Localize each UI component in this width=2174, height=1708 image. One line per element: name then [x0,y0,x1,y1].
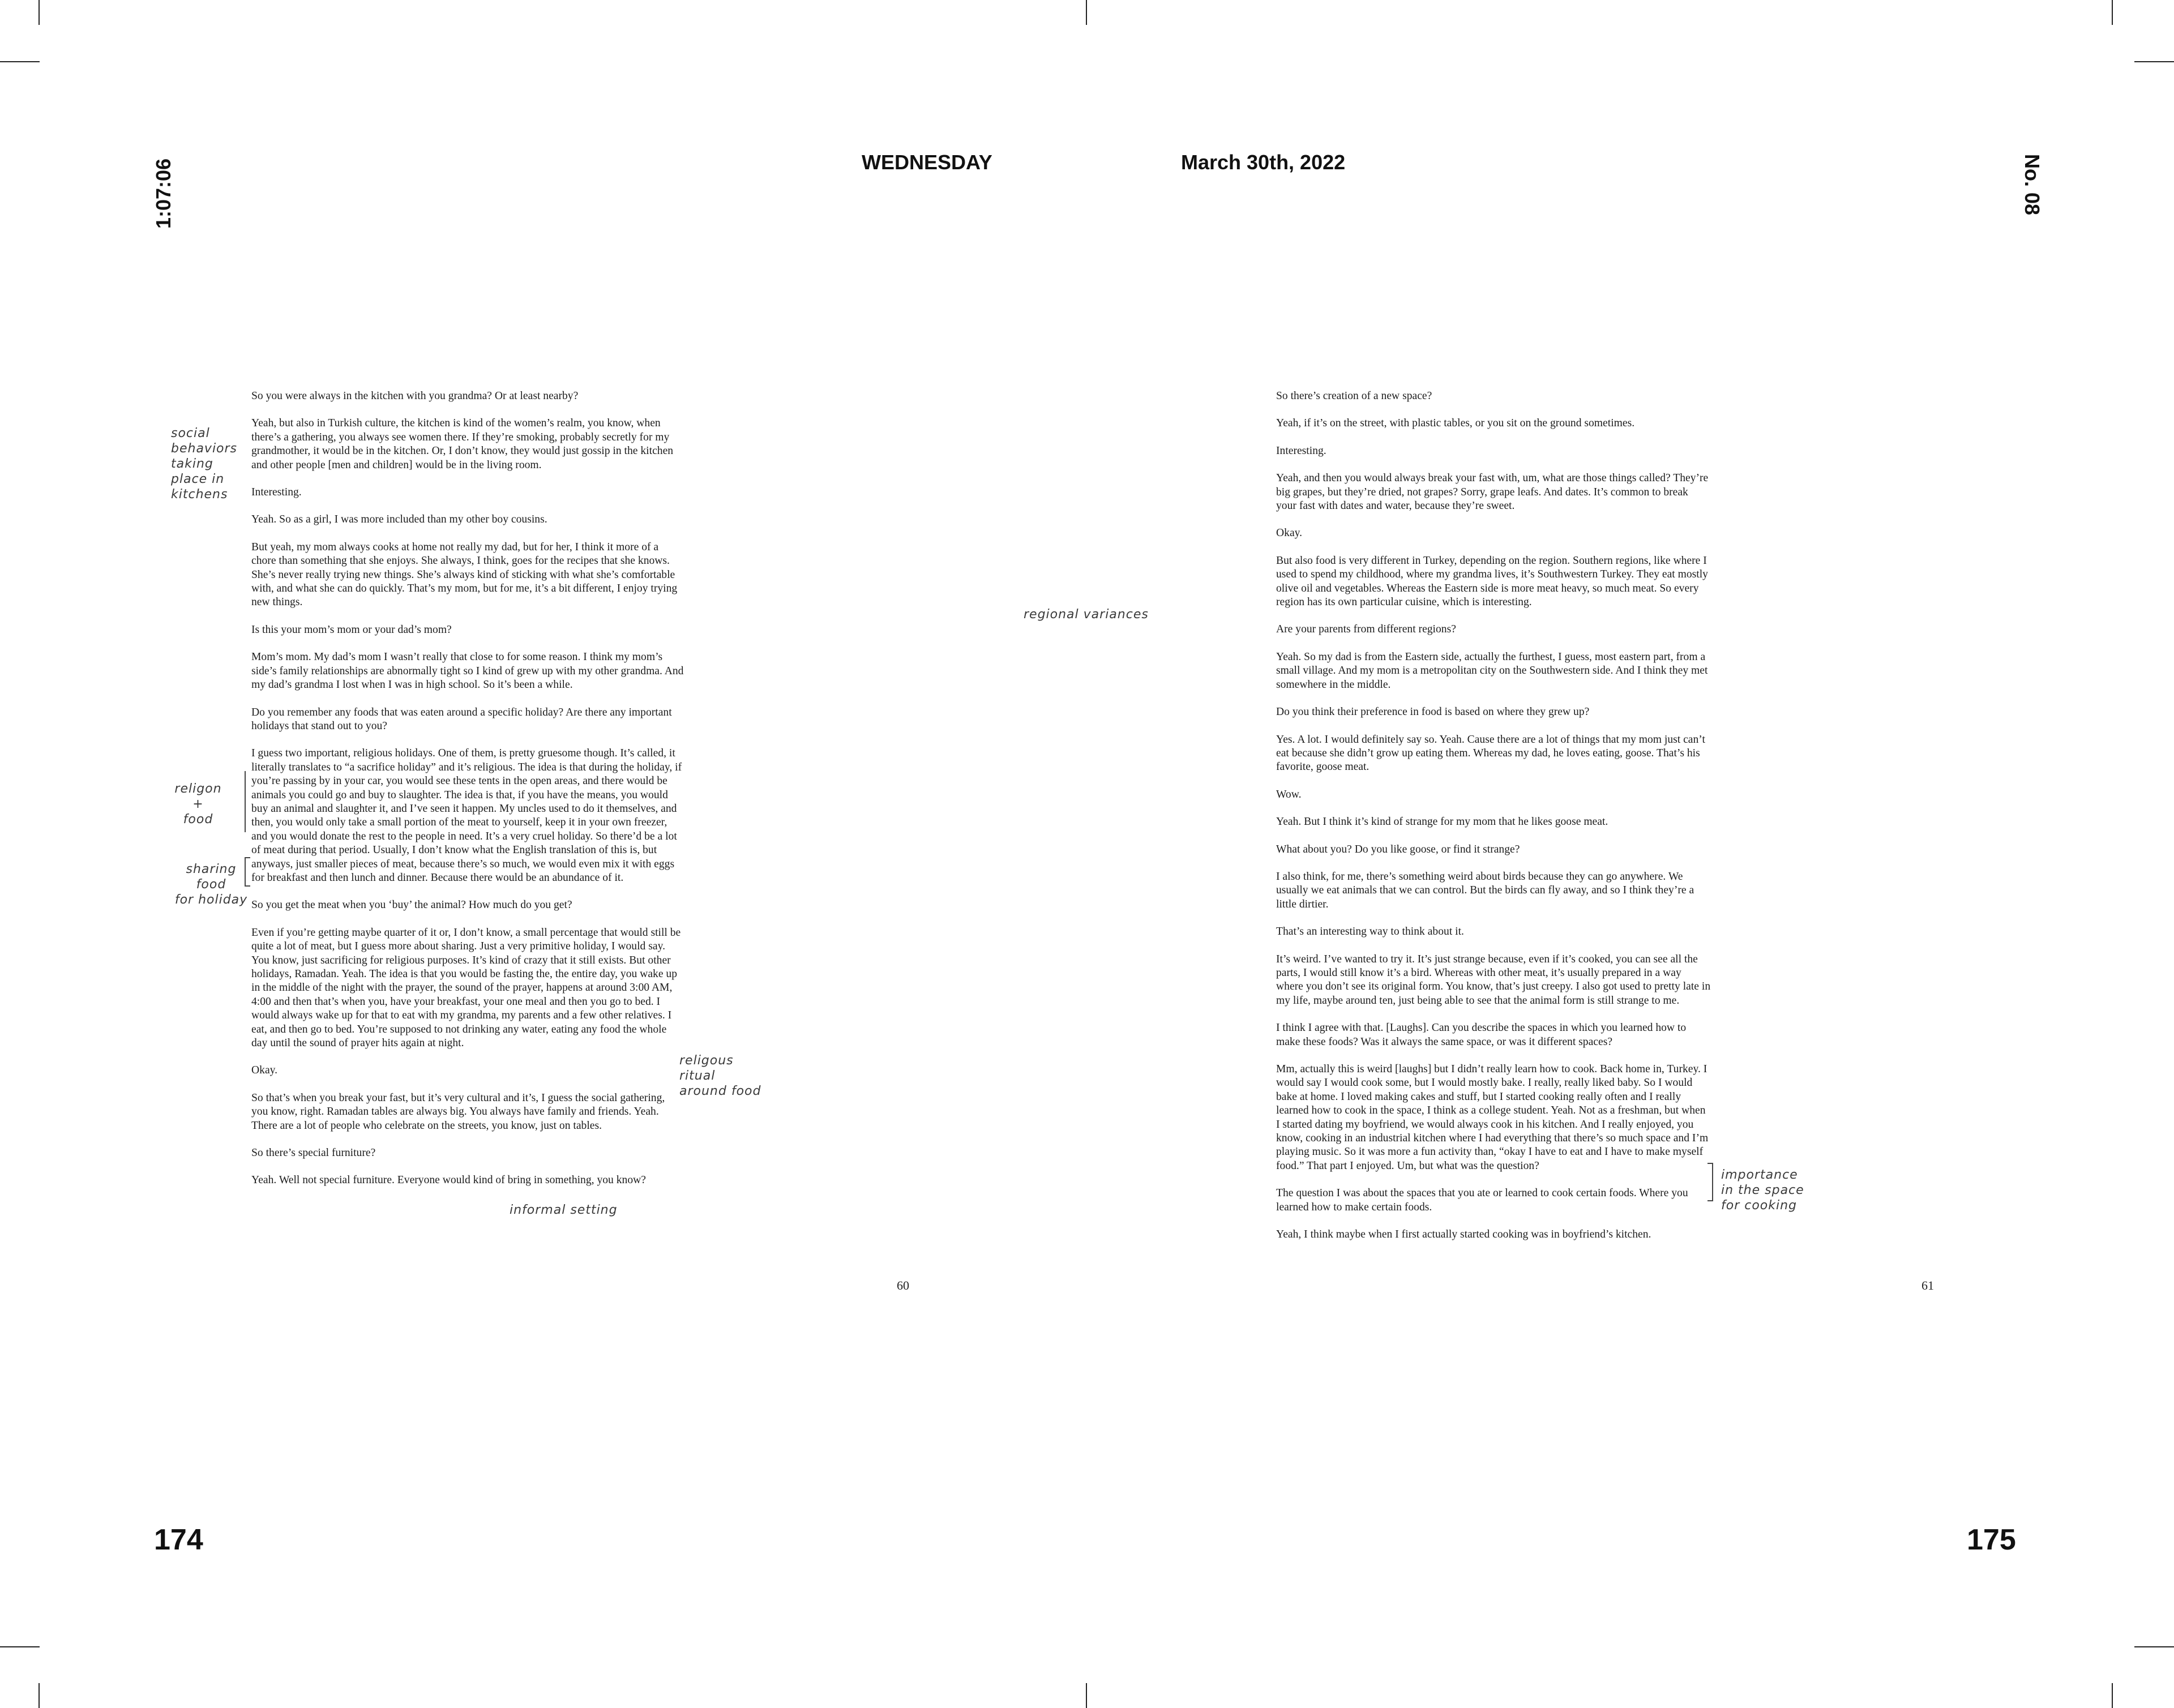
margin-note-ritual: religous ritual around food [679,1054,761,1098]
crop-mark [2112,1683,2113,1708]
paragraph: So you were always in the kitchen with you grandma? Or at least nearby? [251,390,579,402]
right-page-text [1276,389,1711,1242]
page-number-right: 61 [1921,1278,1934,1292]
margin-note-regional: regional variances [1024,607,1149,622]
crop-mark [2112,0,2113,25]
paragraph: Yeah. But I think it’s kind of strange for my mom that he likes goose meat. [1276,816,1608,828]
paragraph: Yeah. Well not special furniture. Everyone would kind of bring in something, you know? [251,1174,646,1187]
paragraph: That’s an interesting way to think about it. [1276,926,1464,938]
paragraph: So you get the meat when you ‘buy’ the animal? How much do you get? [251,899,572,911]
crop-mark [2134,61,2174,62]
margin-bracket [245,857,250,887]
paragraph: I guess two important, religious holidays. One of them, is pretty gruesome though. It’s called, it literally translates to “a sacrifice holiday” and it’s religious. The idea is that during the holiday, if you’re passing by in your car, you would see these tents in the open areas, and there would be animals you could go and buy to slaughter. The idea is that, if you have the means, you would buy an animal and slaughter it, and I’ve seen it happen. My uncles used to do it themselves, and then, you would only take a small portion of the meat to yourself, keep it in your own freezer, and you would donate the rest to the people in need. It’s a very cruel holiday. So there’d be a lot of meat during that period. Usually, I don’t know what the English translation of this is, but anyways, just smaller pieces of meat, because there’s so much, we would even mix it with eggs for breakfast and then lunch and dinner. Because there would be an abundance of it. [251,747,682,884]
crop-mark [0,61,40,62]
paragraph: I think I agree with that. [Laughs]. Can you describe the spaces in which you learned how to make these foods? Was it always the same space, or was it different spaces? [1276,1022,1687,1048]
crop-mark [0,1646,40,1647]
paragraph: But also food is very different in Turkey, depending on the region. Southern regions, like where I used to spend my childhood, where my grandma lives, it’s Southwestern Turkey. They eat mostly olive oil and vegetables. Whereas the Eastern side is more meat heavy, so much meat. So every region has its own particular cuisine, which is interesting. [1276,554,1708,609]
paragraph: Mm, actually this is weird [laughs] but I didn’t really learn how to cook. Back home in, Turkey. I would say I would cook some, but I would mostly bake. I really, really liked baby. So I would bake at home. I loved making cakes and stuff, but I started cooking really often and I really learned how to cook in the space, I think as a college student. Yeah. Not as a freshman, but when I started dating my boyfriend, we would always cook in his kitchen. And I really enjoyed, you know, cooking in an industrial kitchen where I had everything that there’s so much space and I’m playing music. So it was more a fun activity than, “okay I have to eat and I have to make myself food.” That part I enjoyed. Um, but what was the question? [1276,1063,1709,1172]
paragraph: Do you think their preference in food is based on where they grew up? [1276,706,1590,718]
paragraph: Yeah. So my dad is from the Eastern side, actually the furthest, I guess, most eastern part, from a small village. And my mom is a metropolitan city on the Southwestern side. And I think they met somewhere in the middle. [1276,650,1708,691]
paragraph: Are your parents from different regions? [1276,623,1456,636]
paragraph: Yeah, but also in Turkish culture, the kitchen is kind of the women’s realm, you know, when there’s a gathering, you always see women there. If they’re smoking, probably secretly for my grandmother, it would be in the kitchen. Or, I don’t know, they would just gossip in the kitchen and other people [men and children] would be in the living room. [251,417,674,471]
margin-bracket [245,771,246,832]
paragraph: It’s weird. I’ve wanted to try it. It’s just strange because, even if it’s cooked, you can see all the parts, I would still know it’s a bird. Whereas with other meat, it’s usually prepared in a way where you don’t see its original form. You know, that’s just creepy. I also got used to pretty late in my life, maybe around ten, just being able to see that the animal form is still strange to me. [1276,953,1711,1007]
folio-left: 174 [154,1523,203,1556]
paragraph: So that’s when you break your fast, but it’s very cultural and it’s, I guess the social gathering, you know, right. Ramadan tables are always big. You always have family and friends. Yeah. There are a lot of people who celebrate on the streets, you know, just on tables. [251,1091,665,1132]
paragraph: But yeah, my mom always cooks at home not really my dad, but for her, I think it more of a chore than something that she enjoys. She always, I think, goes for the recipes that she knows. She’s never really trying new things. She’s always kind of sticking with what she’s comfortable with, and what she can do quickly. That’s my mom, but for me, it’s a bit different, I enjoy trying new things. [251,541,678,609]
crop-mark [38,0,40,25]
margin-note-sharing: sharing food for holiday [174,862,248,907]
paragraph: Yeah, I think maybe when I first actually started cooking was in boyfriend’s kitchen. [1276,1228,1651,1241]
paragraph: Yes. A lot. I would definitely say so. Yeah. Cause there are a lot of things that my mom just can’t eat because she didn’t grow up eating them. Whereas my dad, he loves eating, goose. That’s his favorite, goose meat. [1276,733,1705,773]
paragraph: Is this your mom’s mom or your dad’s mom? [251,623,452,636]
paragraph: Even if you’re getting maybe quarter of it or, I don’t know, a small percentage that would still be quite a lot of meat, but I guess more about sharing. Just a very primitive holiday, I would say. You know, just sacrificing for religious purposes. It’s kind of crazy that it still exists. But other holidays, Ramadan. Yeah. The idea is that you would be fasting the, the entire day, you wake up in the middle of the night with the prayer, the sound of the prayer, happens at around 3:00 AM, 4:00 and then that’s when you, have your breakfast, your one meal and then you go to bed. I would always wake up for that to eat with my grandma, my parents and a few other relatives. I eat, and then go to bed. You’re supposed to not drinking any water, eating any food the whole day until the sound of prayer hits again at night. [251,926,681,1050]
paragraph: I also think, for me, there’s something weird about birds because they can go anywhere. We usually we eat animals that we can control. But the birds can fly away, and so I think they’re a little dirtier. [1276,870,1694,910]
paragraph: So there’s special furniture? [251,1147,376,1159]
margin-note-informal: informal setting [510,1203,618,1217]
left-page-text [251,389,684,1188]
folio-right: 175 [1967,1523,2016,1556]
paragraph: Do you remember any foods that was eaten around a specific holiday? Are there any important holidays that stand out to you? [251,706,672,732]
margin-note-social: social behaviors taking place in kitchens [171,426,238,502]
margin-bracket [1707,1163,1713,1201]
paragraph: So there’s creation of a new space? [1276,390,1432,402]
paragraph: Wow. [1276,788,1302,801]
paragraph: Interesting. [251,486,302,499]
paragraph: Yeah, and then you would always break your fast with, um, what are those things called? They’re big grapes, but they’re dried, not grapes? Sorry, grape leafs. And dates. It’s common to break your fast with dates and water, because they’re sweet. [1276,472,1709,512]
page-number-left: 60 [897,1278,909,1292]
paragraph: Interesting. [1276,444,1326,457]
crop-mark [1086,1683,1087,1708]
crop-mark [2134,1646,2174,1647]
issue-number: No. 08 [2021,154,2044,216]
paragraph: Yeah. So as a girl, I was more included than my other boy cousins. [251,513,547,526]
date-label: March 30th, 2022 [1181,151,1346,174]
paragraph: Okay. [251,1064,278,1077]
crop-mark [38,1683,40,1708]
crop-mark [1086,0,1087,25]
weekday-label: WEDNESDAY [862,151,992,174]
margin-note-religion: religon + food [174,782,222,827]
paragraph: Okay. [1276,527,1303,540]
paragraph: Yeah, if it’s on the street, with plastic tables, or you sit on the ground sometimes. [1276,417,1635,430]
paragraph: What about you? Do you like goose, or find it strange? [1276,843,1520,855]
paragraph: The question I was about the spaces that you ate or learned to cook certain foods. Where you learned how to make certain foods. [1276,1187,1688,1213]
timestamp-label: 1:07:06 [152,158,175,229]
paragraph: Mom’s mom. My dad’s mom I wasn’t really that close to for some reason. I think my mom’s side’s family relationships are abnormally tight so I kind of grew up with my other grandma. And my dad’s grandma I lost when I was in high school. So it’s been a while. [251,651,684,691]
margin-note-importance: importance in the space for cooking [1721,1168,1804,1213]
